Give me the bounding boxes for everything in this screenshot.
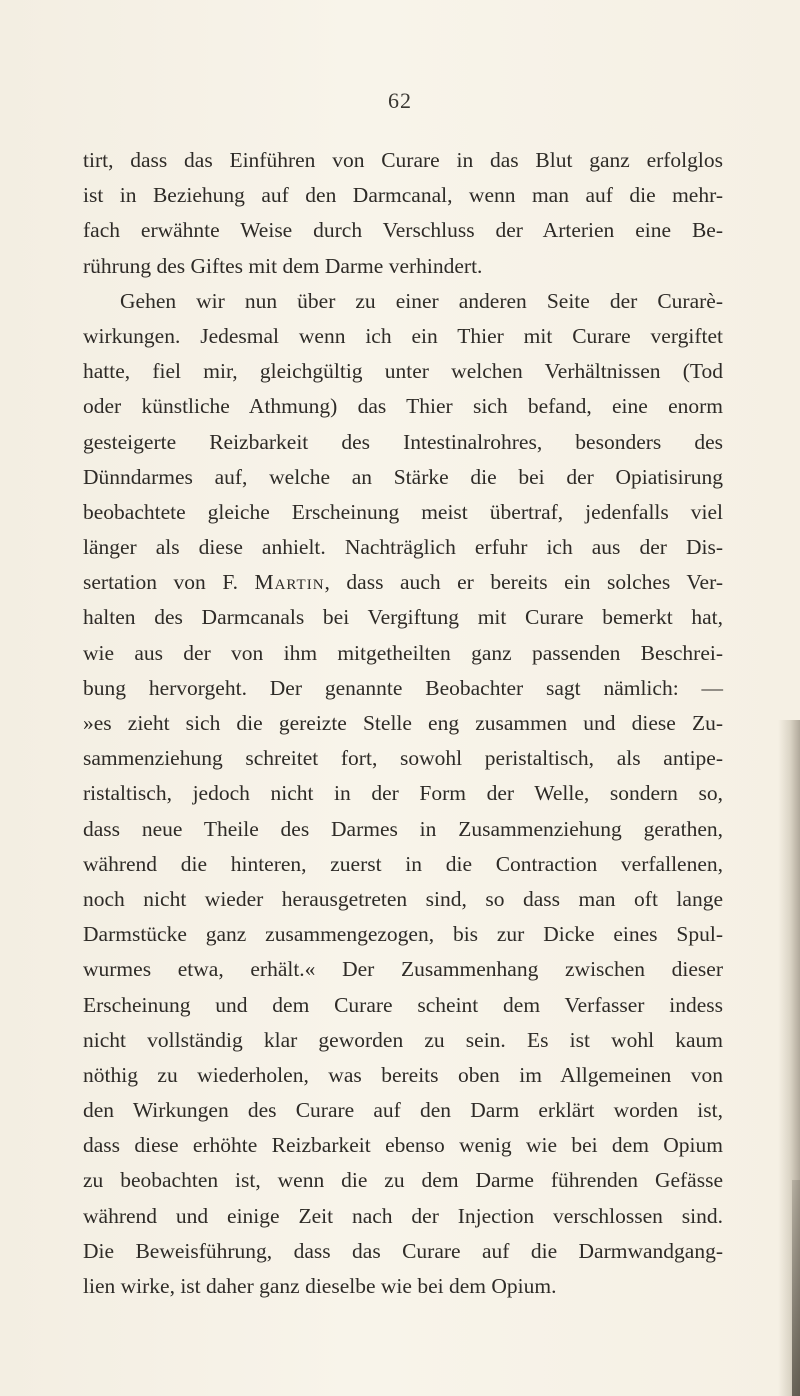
text-line: tirt, dass das Einführen von Curare in das Blut ganz erfolglos xyxy=(83,148,723,172)
text-line: oder künstliche Athmung) das Thier sich befand, eine enorm xyxy=(83,394,723,419)
text-line: nöthig zu wiederholen, was bereits oben im Allgemeinen von xyxy=(83,1062,723,1087)
text-line: nicht vollständig klar geworden zu sein. Es ist wohl kaum xyxy=(83,1027,723,1052)
text-line: zu beobachten ist, wenn die zu dem Darme führenden Gefässe xyxy=(83,1168,723,1193)
text-segment: sertation von F. xyxy=(83,570,255,595)
text-line: bung hervorgeht. Der genannte Beobachter sagt nämlich: — xyxy=(83,675,723,700)
text-line: halten des Darmcanals bei Vergiftung mit Curare bemerkt hat, xyxy=(83,605,723,630)
text-line: rührung des Giftes mit dem Darme verhindert. xyxy=(83,253,483,278)
text-line: dass neue Theile des Darmes in Zusammenziehung gerathen, xyxy=(83,816,723,841)
text-line: hatte, fiel mir, gleichgültig unter welchen Verhältnissen (Tod xyxy=(83,359,723,384)
text-line: »es zieht sich die gereizte Stelle eng zusammen und diese Zu- xyxy=(83,711,723,735)
text-line: wie aus der von ihm mitgetheilten ganz passenden Beschrei- xyxy=(83,640,723,665)
text-line: ristaltisch, jedoch nicht in der Form der Welle, sondern so, xyxy=(83,781,723,806)
text-line: fach erwähnte Weise durch Verschluss der Arterien eine Be- xyxy=(83,218,723,243)
body-text xyxy=(83,143,723,1304)
text-line: wurmes etwa, erhält.« Der Zusammenhang zwischen dieser xyxy=(83,957,723,982)
text-segment: , dass auch er bereits ein solches Ver- xyxy=(324,570,723,595)
text-line: Gehen wir nun über zu einer anderen Seite der Curarè- xyxy=(120,288,723,313)
text-line: ist in Beziehung auf den Darmcanal, wenn man auf die mehr- xyxy=(83,183,723,208)
text-line xyxy=(83,565,723,600)
text-line: Darmstücke ganz zusammengezogen, bis zur Dicke eines Spul- xyxy=(83,922,723,947)
text-line: während und einige Zeit nach der Injection verschlossen sind. xyxy=(83,1203,723,1228)
text-line: den Wirkungen des Curare auf den Darm erklärt worden ist, xyxy=(83,1098,723,1123)
text-line: wirkungen. Jedesmal wenn ich ein Thier mit Curare vergiftet xyxy=(83,323,723,348)
text-line: noch nicht wieder herausgetreten sind, so dass man oft lange xyxy=(83,886,723,911)
text-line: Erscheinung und dem Curare scheint dem Verfasser indess xyxy=(83,992,723,1017)
text-line: Dünndarmes auf, welche an Stärke die bei der Opiatisirung xyxy=(83,464,723,489)
text-line: gesteigerte Reizbarkeit des Intestinalrohres, besonders des xyxy=(83,429,723,454)
text-line: lien wirke, ist daher ganz dieselbe wie bei dem Opium. xyxy=(83,1274,557,1298)
text-line: Die Beweisführung, dass das Curare auf die Darmwandgang- xyxy=(83,1238,723,1263)
text-line: sammenziehung schreitet fort, sowohl peristaltisch, als antipe- xyxy=(83,746,723,771)
text-line: während die hinteren, zuerst in die Contraction verfallenen, xyxy=(83,851,723,876)
text-line: länger als diese anhielt. Nachträglich erfuhr ich aus der Dis- xyxy=(83,535,723,560)
author-name: Martin xyxy=(254,570,325,595)
page-number: 62 xyxy=(388,88,412,113)
page-edge-shadow xyxy=(792,1180,800,1396)
text-line: beobachtete gleiche Erscheinung meist übertraf, jedenfalls viel xyxy=(83,499,723,524)
text-line: dass diese erhöhte Reizbarkeit ebenso wenig wie bei dem Opium xyxy=(83,1133,723,1158)
